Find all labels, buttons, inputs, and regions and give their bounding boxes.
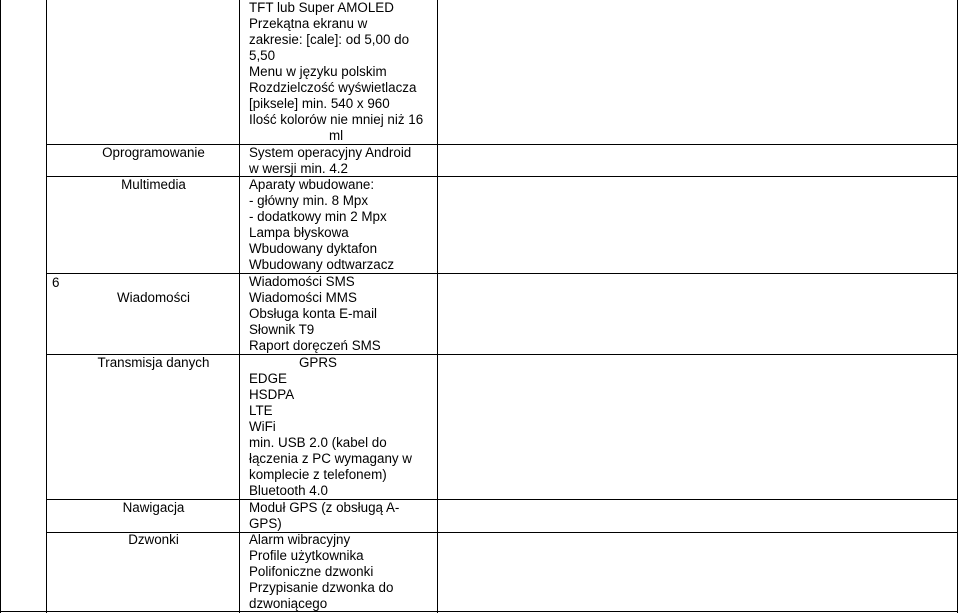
messages-spec-line: Słownik T9 <box>249 322 315 337</box>
category-messages: Wiadomości <box>117 290 190 305</box>
table-bottom-border <box>0 611 958 612</box>
category-navigation: Nawigacja <box>122 500 185 515</box>
column-border-1 <box>46 0 47 613</box>
ringtones-spec-line: Przypisanie dzwonka do <box>249 580 394 595</box>
category-ringtones: Dzwonki <box>128 532 179 547</box>
messages-spec-line: Obsługa konta E-mail <box>249 306 378 321</box>
transfer-spec-line: komplecie z telefonem) <box>249 467 387 482</box>
ringtones-spec-line: Polifoniczne dzwonki <box>249 564 374 579</box>
display-spec-line: 5,50 <box>249 48 276 63</box>
software-spec-line: w wersji min. 4.2 <box>249 161 348 176</box>
messages-spec-line: Raport doręczeń SMS <box>249 338 381 353</box>
transfer-spec-line: GPRS <box>299 355 337 370</box>
display-spec-line: Menu w języku polskim <box>249 64 387 79</box>
navigation-spec-line: GPS) <box>249 516 282 531</box>
column-border-3 <box>437 0 438 613</box>
messages-spec-line: Wiadomości SMS <box>249 274 355 289</box>
transfer-spec-line: EDGE <box>249 371 287 386</box>
ringtones-spec-line: Alarm wibracyjny <box>249 532 351 547</box>
display-spec-line: Ilość kolorów nie mniej niż 16 <box>249 112 424 127</box>
display-spec-line: [piksele] min. 540 x 960 <box>249 96 390 111</box>
transfer-spec-line: HSDPA <box>249 387 295 402</box>
column-border-right <box>957 0 958 613</box>
multimedia-spec-line: Wbudowany odtwarzacz <box>249 257 395 272</box>
messages-spec-line: Wiadomości MMS <box>249 290 357 305</box>
ringtones-spec-line: dzwoniącego <box>249 596 328 611</box>
display-spec-line: Rozdzielczość wyświetlacza <box>249 80 417 95</box>
display-spec-line: Przekątna ekranu w <box>249 16 368 31</box>
ringtones-spec-line: Profile użytkownika <box>249 548 364 563</box>
navigation-spec-line: Moduł GPS (z obsługą A- <box>249 500 400 515</box>
display-spec-line: TFT lub Super AMOLED <box>249 0 394 15</box>
transfer-spec-line: łączenia z PC wymagany w <box>249 451 412 466</box>
column-border-2 <box>239 0 240 613</box>
display-spec-line: zakresie: [cale]: od 5,00 do <box>249 32 410 47</box>
category-data-transfer: Transmisja danych <box>97 355 210 370</box>
column-border-left <box>0 0 1 613</box>
row-number: 6 <box>52 275 60 290</box>
multimedia-spec-line: Lampa błyskowa <box>249 225 349 240</box>
transfer-spec-line: min. USB 2.0 (kabel do <box>249 435 387 450</box>
multimedia-spec-line: - dodatkowy min 2 Mpx <box>249 209 387 224</box>
transfer-spec-line: Bluetooth 4.0 <box>249 483 328 498</box>
display-spec-line: ml <box>329 128 344 143</box>
row-border-messages-top <box>46 273 957 274</box>
multimedia-spec-line: - główny min. 8 Mpx <box>249 193 369 208</box>
category-software: Oprogramowanie <box>102 145 205 160</box>
multimedia-spec-line: Wbudowany dyktafon <box>249 241 378 256</box>
category-multimedia: Multimedia <box>121 177 186 192</box>
multimedia-spec-line: Aparaty wbudowane: <box>249 177 375 192</box>
transfer-spec-line: WiFi <box>249 419 276 434</box>
software-spec-line: System operacyjny Android <box>249 145 412 160</box>
transfer-spec-line: LTE <box>249 403 273 418</box>
